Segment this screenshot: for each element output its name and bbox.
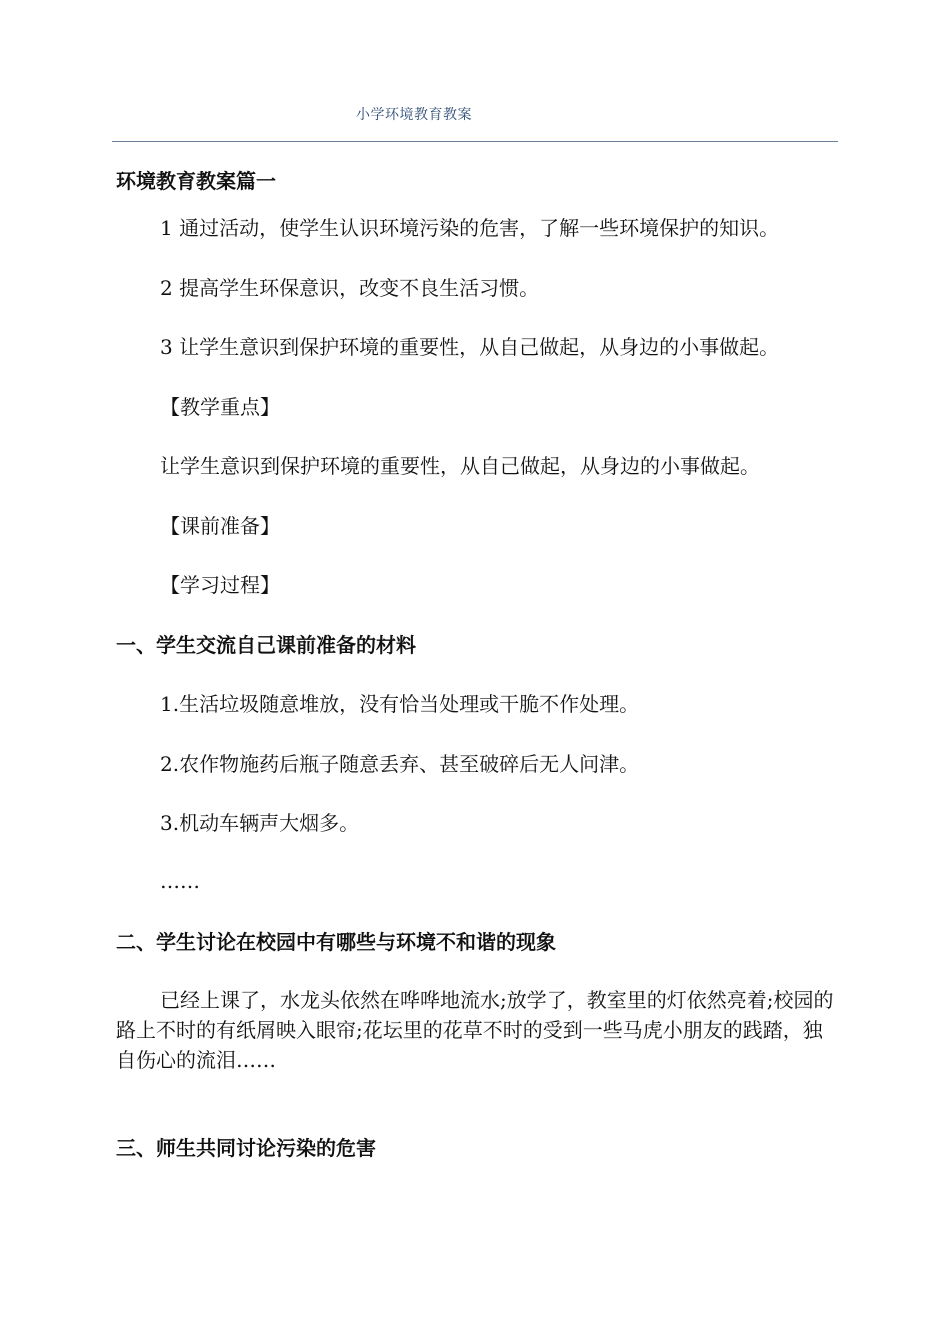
section-title: 环境教育教案篇一 — [116, 169, 276, 193]
part3-heading: 三、师生共同讨论污染的危害 — [116, 1136, 376, 1160]
header-divider — [112, 141, 838, 142]
objective-item: 3 让学生意识到保护环境的重要性，从自己做起，从身边的小事做起。 — [160, 335, 780, 359]
preparation-label: 【课前准备】 — [160, 514, 280, 538]
list-item: 3.机动车辆声大烟多。 — [160, 811, 360, 835]
part1-heading: 一、学生交流自己课前准备的材料 — [116, 633, 416, 657]
page-header — [0, 0, 950, 150]
header-title: 小学环境教育教案 — [356, 107, 472, 123]
list-item: …… — [160, 869, 200, 893]
key-points-text: 让学生意识到保护环境的重要性，从自己做起，从身边的小事做起。 — [160, 454, 760, 478]
list-item: 1.生活垃圾随意堆放，没有恰当处理或干脆不作处理。 — [160, 692, 640, 716]
list-item: 2.农作物施药后瓶子随意丢弃、甚至破碎后无人问津。 — [160, 752, 640, 776]
part2-heading: 二、学生讨论在校园中有哪些与环境不和谐的现象 — [116, 930, 556, 954]
objective-item: 1 通过活动，使学生认识环境污染的危害，了解一些环境保护的知识。 — [160, 216, 780, 240]
process-label: 【学习过程】 — [160, 573, 280, 597]
objective-item: 2 提高学生环保意识，改变不良生活习惯。 — [160, 276, 540, 300]
part2-paragraph: 已经上课了，水龙头依然在哗哗地流水;放学了，教室里的灯依然亮着;校园的路上不时的有纸屑映入眼帘;花坛里的花草不时的受到一些马虎小朋友的践踏，独自伤心的流泪…… — [116, 988, 834, 1072]
key-points-label: 【教学重点】 — [160, 395, 280, 419]
